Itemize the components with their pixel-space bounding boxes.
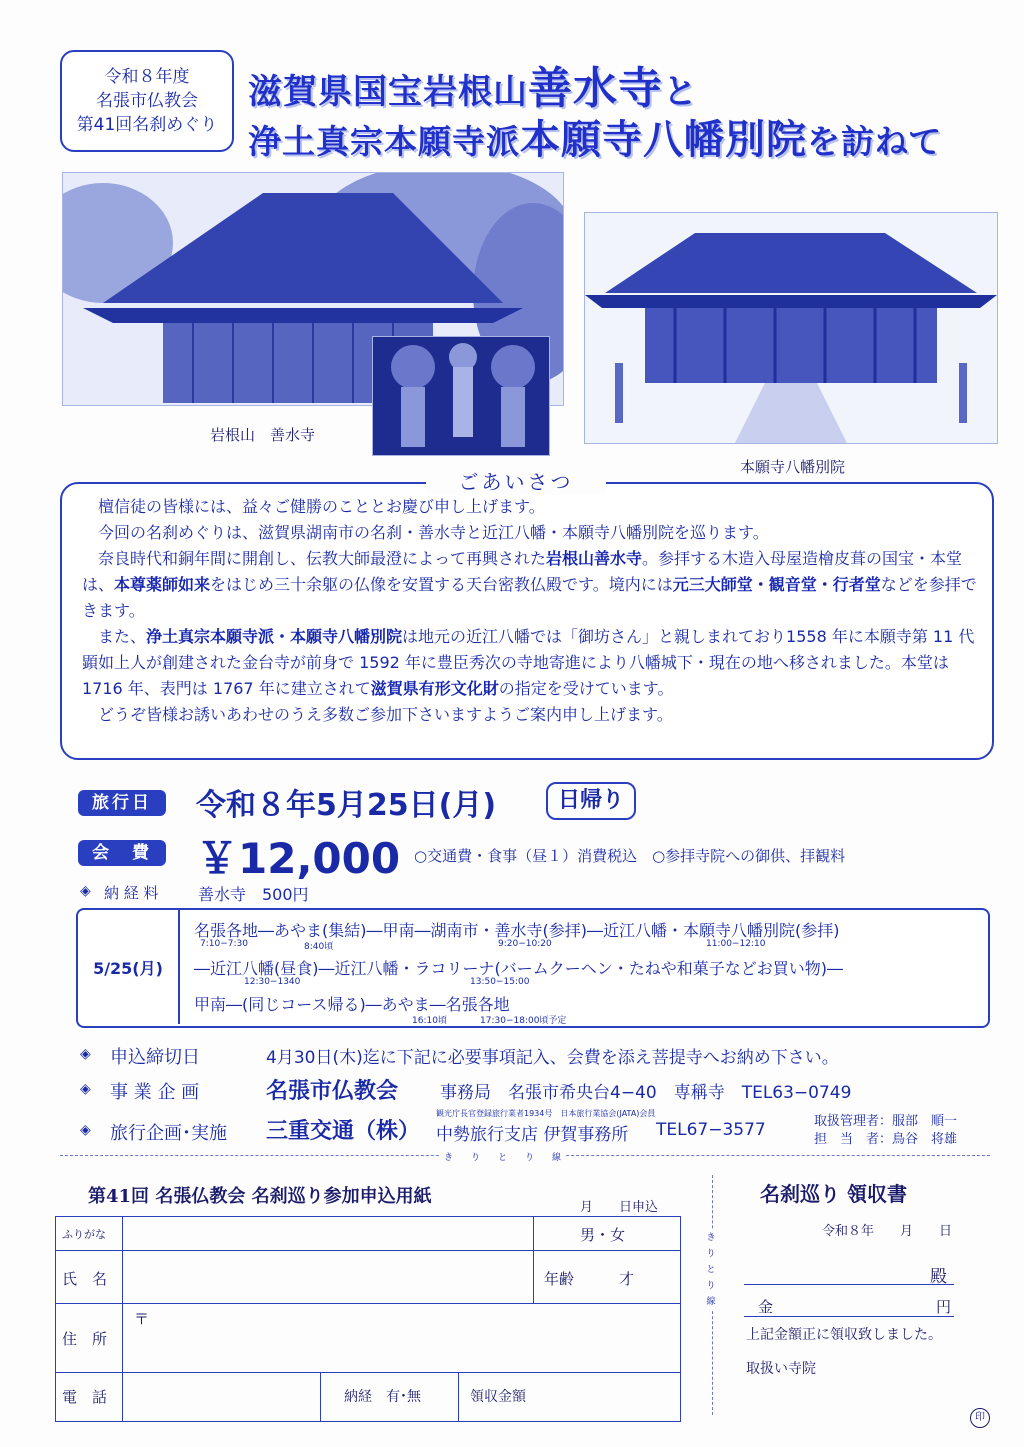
operator-name: 三重交通（株） bbox=[266, 1119, 421, 1144]
title1-part-c: と bbox=[663, 72, 698, 112]
address-label: 住 所 bbox=[62, 1330, 108, 1348]
greeting-p1: 檀信徒の皆様には、益々ご健勝のこととお慶び申し上げます。 bbox=[98, 497, 545, 516]
p4-d: 滋賀県有形文化財 bbox=[370, 679, 499, 698]
title-line-1 bbox=[248, 52, 698, 116]
p4-e: の指定を受けています。 bbox=[498, 679, 674, 698]
fee-label: 会 費 bbox=[78, 840, 166, 866]
time-1-1: 7:10−7:30 bbox=[200, 939, 248, 949]
time-3-2: 17:30−18:00頃予定 bbox=[480, 1016, 567, 1026]
p3-g: などを参拝できます。 bbox=[82, 575, 977, 620]
offering-value: 善水寺 500円 bbox=[198, 885, 309, 904]
seal-icon: 印 bbox=[970, 1408, 990, 1428]
form-divider bbox=[55, 1372, 680, 1373]
name-label: 氏 名 bbox=[62, 1270, 108, 1288]
operator-branch: 中勢旅行支店 伊賀事務所 bbox=[436, 1125, 629, 1145]
buddha-statues-image bbox=[373, 337, 549, 455]
organizer-name: 名張市仏教会 bbox=[266, 1079, 399, 1104]
receipt-temple-label: 取扱い寺院 bbox=[746, 1361, 816, 1377]
caption-betsuin: 本願寺八幡別院 bbox=[740, 458, 846, 476]
time-3-1: 16:10頃 bbox=[412, 1016, 447, 1026]
gender-field[interactable]: 男・女 bbox=[580, 1226, 626, 1244]
title-line-2 bbox=[248, 108, 942, 165]
form-divider bbox=[55, 1250, 680, 1251]
p3-b: 岩根山善水寺 bbox=[546, 549, 643, 568]
photo-hachiman-betsuin bbox=[584, 212, 998, 444]
time-1-2: 8:40頃 bbox=[304, 942, 334, 952]
p3-d: 本尊薬師如来 bbox=[114, 575, 211, 594]
diamond-icon: ◈ bbox=[80, 883, 91, 899]
receipt-name-line bbox=[744, 1284, 954, 1285]
cut-line-vertical-label: き り と り 線 bbox=[704, 1230, 718, 1310]
day-trip-badge: 日帰り bbox=[546, 782, 636, 820]
form-divider bbox=[533, 1216, 534, 1304]
diamond-icon: ◈ bbox=[80, 1122, 91, 1138]
p4-a: また、 bbox=[98, 627, 147, 646]
p3-f: 元三大師堂・観音堂・行者堂 bbox=[672, 575, 881, 594]
phone-label: 電 話 bbox=[62, 1388, 108, 1406]
form-title: 第41回 名張仏教会 名刹巡り参加申込用紙 bbox=[88, 1186, 432, 1207]
caption-zensuiji: 岩根山 善水寺 bbox=[210, 426, 316, 444]
route-line-3: 甲南―(同じコース帰る)―あやま―名張各地 bbox=[194, 995, 510, 1014]
title2-part-c: を訪ねて bbox=[807, 122, 943, 161]
receipt-yen: 円 bbox=[936, 1298, 952, 1316]
form-divider bbox=[458, 1372, 459, 1421]
deadline-label: 申込締切日 bbox=[110, 1047, 200, 1068]
greeting-p4 bbox=[82, 624, 982, 702]
form-date-field: 月 日申込 bbox=[580, 1200, 659, 1215]
betsuin-hall-image bbox=[585, 213, 997, 443]
phone-field[interactable] bbox=[124, 1374, 318, 1420]
cut-line-label: き り と り 線 bbox=[440, 1150, 565, 1163]
form-divider bbox=[55, 1303, 680, 1304]
p3-c: 。参拝する木造入母屋造檜皮葺の国宝・本堂は、 bbox=[82, 549, 963, 594]
badge-line-3: 第41回名刹めぐり bbox=[76, 115, 218, 135]
route-line-2: ―近江八幡(昼食)―近江八幡・ラコリーナ(バームクーヘン・たねや和菓子などお買い物)― bbox=[194, 959, 843, 978]
organizer-label: 事 業 企 画 bbox=[110, 1082, 200, 1103]
badge-line-1: 令和８年度 bbox=[104, 67, 190, 87]
fee-amount: ￥12,000 bbox=[196, 834, 401, 883]
form-divider bbox=[122, 1216, 123, 1421]
time-1-4: 11:00−12:10 bbox=[706, 939, 766, 949]
diamond-icon: ◈ bbox=[80, 1046, 91, 1062]
schedule-day: 5/25(月) bbox=[78, 910, 180, 1024]
p3-a: 奈良時代和銅年間に開創し、伝教大師最澄によって再興された bbox=[98, 549, 547, 568]
p3-e: をはじめ三十余躯の仏像を安置する天台密教仏殿です。境内には bbox=[210, 575, 673, 594]
receipt-amount-line bbox=[744, 1316, 954, 1317]
p4-c: は地元の近江八幡では「御坊さん」と親しまれており1558 年に本願寺第 11 代顕如上人が創建された金台寺が前身で 1592 年に豊臣秀次の寺地寄進により八幡城下・現在の地へ移されました。本堂は 1716 年、表門は 1767 年に建立されて bbox=[82, 627, 975, 698]
p4-b: 浄土真宗本願寺派・本願寺八幡別院 bbox=[146, 627, 403, 646]
greeting-p2: 今回の名刹めぐりは、滋賀県湖南市の名刹・善水寺と近江八幡・本願寺八幡別院を巡ります。 bbox=[98, 523, 769, 542]
date-label: 旅行日 bbox=[78, 790, 166, 816]
form-divider bbox=[320, 1372, 321, 1421]
organizer-detail: 事務局 名張市希央台4−40 専稱寺 TEL63−0749 bbox=[440, 1083, 852, 1103]
time-2-1: 12:30−1340 bbox=[244, 977, 301, 987]
address-field[interactable] bbox=[124, 1305, 678, 1371]
title2-part-b: 本願寺八幡別院 bbox=[520, 117, 807, 163]
staff-name: 担 当 者：鳥谷 将雄 bbox=[814, 1132, 958, 1147]
receipt-date: 令和８年 月 日 bbox=[822, 1224, 953, 1239]
furigana-label: ふりがな bbox=[62, 1228, 106, 1241]
name-field[interactable] bbox=[124, 1252, 530, 1302]
greeting-p5: どうぞ皆様お誘いあわせのうえ多数ご参加下さいますようご案内申し上げます。 bbox=[98, 705, 673, 724]
postal-mark: 〒 bbox=[134, 1310, 150, 1328]
photo-buddha-statues bbox=[372, 336, 550, 456]
receipt-title: 名刹巡り 領収書 bbox=[760, 1182, 907, 1206]
offering-label: 納 経 料 bbox=[104, 884, 159, 902]
receipt-statement: 上記金額正に領収致しました。 bbox=[746, 1327, 942, 1343]
fee-note: ○交通費・食事（昼１）消費税込 ○参拝寺院への御供、拝観料 bbox=[414, 847, 846, 865]
offering-field[interactable]: 納経 有･無 bbox=[344, 1389, 421, 1405]
deadline-value: 4月30日(木)迄に下記に必要事項記入、会費を添え菩提寺へお納め下さい。 bbox=[266, 1048, 839, 1068]
furigana-field[interactable] bbox=[124, 1218, 530, 1248]
age-field[interactable]: 年齢 才 bbox=[544, 1270, 635, 1288]
operator-label: 旅行企画･実施 bbox=[110, 1123, 227, 1144]
header-badge bbox=[60, 50, 234, 152]
title1-part-b: 善水寺 bbox=[528, 63, 663, 114]
title1-part-a: 滋賀県国宝岩根山 bbox=[248, 72, 528, 112]
operator-registration: 観光庁長官登録旅行業者1934号 日本旅行業協会(JATA)会員 bbox=[436, 1109, 656, 1118]
title2-part-a: 浄土真宗本願寺派 bbox=[248, 122, 520, 161]
receipt-honorific: 殿 bbox=[930, 1267, 947, 1287]
time-1-3: 9:20−10:20 bbox=[498, 939, 552, 949]
time-2-2: 13:50−15:00 bbox=[470, 977, 530, 987]
route-line-1: 名張各地―あやま(集結)―甲南―湖南市・善水寺(参拝)―近江八幡・本願寺八幡別院(参拝) bbox=[194, 921, 840, 940]
diamond-icon: ◈ bbox=[80, 1081, 91, 1097]
operator-tel: TEL67−3577 bbox=[656, 1120, 766, 1140]
manager-name: 取扱管理者：服部 順一 bbox=[814, 1114, 958, 1129]
greeting-p3 bbox=[82, 546, 982, 624]
amount-label: 領収金額 bbox=[470, 1389, 526, 1405]
greeting-title: ごあいさつ bbox=[426, 466, 606, 495]
badge-line-2: 名張市仏教会 bbox=[96, 91, 198, 111]
trip-date: 令和８年5月25日(月) bbox=[196, 788, 497, 823]
receipt-amount-label: 金 bbox=[758, 1298, 774, 1316]
greeting-text bbox=[82, 494, 982, 728]
